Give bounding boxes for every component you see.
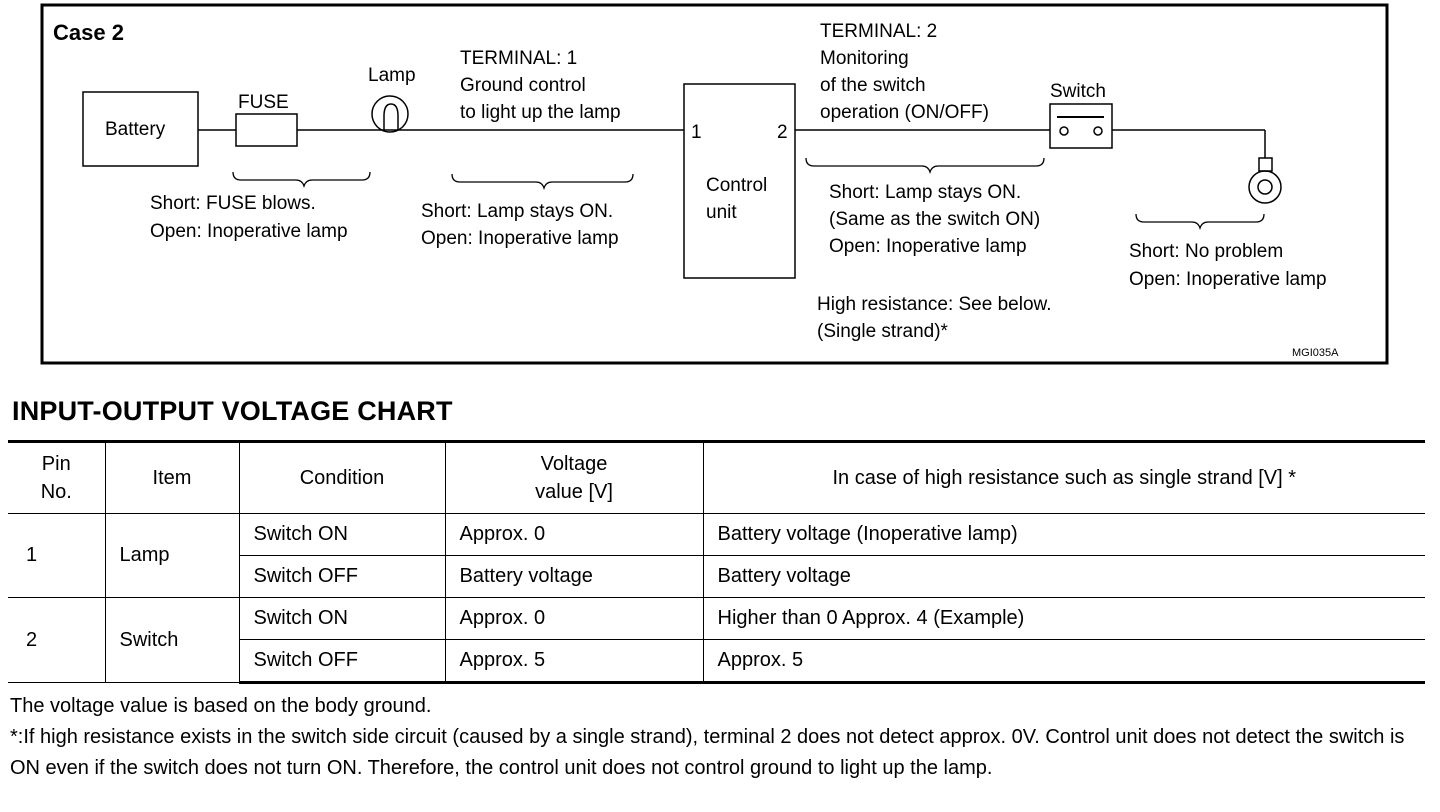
condition-cell: Switch ON — [239, 598, 445, 640]
switch-contact-left — [1060, 127, 1068, 135]
ground-segment-text: Short: No problem Open: Inoperative lamp — [1129, 241, 1327, 290]
voltage-cell: Approx. 0 — [445, 514, 703, 556]
lamp-symbol — [372, 96, 408, 132]
table-row — [8, 598, 1425, 640]
fuse-segment-text: Short: FUSE blows. Open: Inoperative lamp — [150, 193, 348, 242]
condition-cell: Switch OFF — [239, 556, 445, 598]
header-condition: Condition — [239, 442, 445, 514]
item-cell: Switch — [105, 598, 239, 683]
item-cell: Lamp — [105, 514, 239, 598]
condition-cell: Switch OFF — [239, 640, 445, 683]
voltage-cell: Battery voltage — [445, 556, 703, 598]
terminal1-text: TERMINAL: 1 Ground control to light up the lamp — [460, 48, 621, 123]
circuit-diagram — [0, 0, 1440, 370]
ground-terminal-outer — [1249, 171, 1281, 203]
condition-cell: Switch ON — [239, 514, 445, 556]
switch-contact-right — [1094, 127, 1102, 135]
switch-segment-brace — [806, 158, 1044, 172]
control-unit-label: Control unit — [706, 175, 768, 223]
high-resistance-cell: Approx. 5 — [703, 640, 1425, 683]
note-high-resistance: *:If high resistance exists in the switch side circuit (caused by a single strand), terminal 2 does not detect approx. 0V. Control unit does not detect the switch is ON even if the switch does not turn ON. Therefore, the control unit does not control ground to light up the lamp. — [10, 726, 1405, 779]
high-resistance-cell: Battery voltage — [703, 556, 1425, 598]
switch-segment-text: Short: Lamp stays ON. (Same as the switch ON) Open: Inoperative lamp — [829, 182, 1041, 257]
fuse-symbol — [236, 114, 297, 146]
pin1-label: 1 — [691, 122, 702, 143]
notes — [10, 691, 1432, 784]
header-pin: Pin No. — [8, 442, 105, 514]
switch-label: Switch — [1050, 81, 1106, 102]
high-resistance-cell: Battery voltage (Inoperative lamp) — [703, 514, 1425, 556]
pin-cell: 1 — [8, 514, 105, 598]
lamp-label: Lamp — [368, 65, 416, 86]
pin2-label: 2 — [777, 122, 788, 143]
header-item: Item — [105, 442, 239, 514]
ground-terminal-inner — [1258, 180, 1272, 194]
figure-code: MGI035A — [1292, 347, 1339, 359]
ground-lug — [1259, 158, 1272, 171]
header-voltage: Voltage value [V] — [445, 442, 703, 514]
note-body-ground: The voltage value is based on the body ground. — [10, 695, 432, 717]
battery-label: Battery — [105, 119, 166, 140]
high-resistance-cell: Higher than 0 Approx. 4 (Example) — [703, 598, 1425, 640]
lamp-segment-brace — [452, 174, 633, 188]
table-header-row — [8, 442, 1425, 514]
header-high-resistance: In case of high resistance such as single strand [V] * — [703, 442, 1425, 514]
terminal2-text: TERMINAL: 2 Monitoring of the switch operation (ON/OFF) — [820, 21, 989, 123]
case-label: Case 2 — [53, 20, 124, 45]
high-resistance-text: High resistance: See below. (Single strand)* — [817, 294, 1052, 342]
lamp-segment-text: Short: Lamp stays ON. Open: Inoperative lamp — [421, 201, 619, 249]
chart-title: INPUT-OUTPUT VOLTAGE CHART — [12, 396, 453, 426]
voltage-table — [8, 440, 1425, 684]
voltage-cell: Approx. 5 — [445, 640, 703, 683]
table-row — [8, 514, 1425, 556]
fuse-segment-brace — [233, 172, 370, 186]
switch-box — [1050, 104, 1112, 148]
pin-cell: 2 — [8, 598, 105, 683]
fuse-label: FUSE — [238, 92, 289, 113]
ground-segment-brace — [1136, 214, 1264, 228]
voltage-cell: Approx. 0 — [445, 598, 703, 640]
lamp-filament — [384, 104, 398, 130]
